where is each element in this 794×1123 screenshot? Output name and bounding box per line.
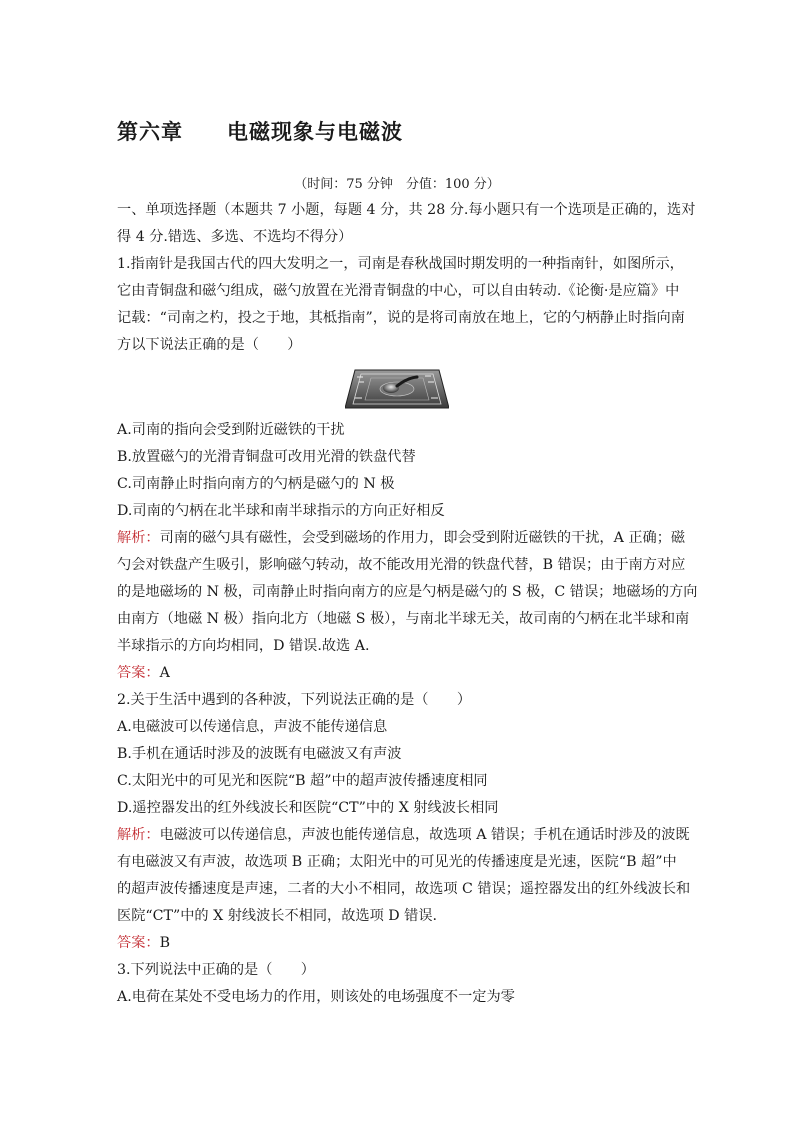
analysis-label: 解析：	[117, 530, 160, 546]
q1-analysis-text-1: 司南的磁勺具有磁性，会受到磁场的作用力，即会受到附近磁铁的干扰，A 正确；磁	[159, 530, 686, 546]
q1-analysis-line-3: 的是地磁场的 N 极，司南静止时指向南方的应是勺柄是磁勺的 S 极，C 错误；地磁场的方向	[117, 584, 698, 600]
q1-option-b: B.放置磁勺的光滑青铜盘可改用光滑的铁盘代替	[117, 449, 416, 465]
sinan-compass-image	[345, 368, 449, 410]
q2-option-c: C.太阳光中的可见光和医院“B 超”中的超声波传播速度相同	[117, 773, 488, 789]
section-heading-line-1: 一、单项选择题（本题共 7 小题，每题 4 分，共 28 分.每小题只有一个选项是正确的，选对	[117, 202, 696, 218]
q1-answer: A	[159, 665, 170, 681]
chapter-title: 第六章 电磁现象与电磁波	[117, 119, 403, 144]
q2-analysis-text-1: 电磁波可以传递信息，声波也能传递信息，故选项 A 错误；手机在通话时涉及的波既	[159, 827, 690, 843]
q2-analysis-line-3: 的超声波传播速度是声速，二者的大小不相同，故选项 C 错误；遥控器发出的红外线波长和	[117, 881, 691, 897]
answer-label: 答案：	[117, 665, 160, 681]
q1-stem-line-4: 方以下说法正确的是（ ）	[117, 337, 302, 353]
exam-info: （时间：75 分钟 分值：100 分）	[294, 177, 500, 192]
q1-option-d: D.司南的勺柄在北半球和南半球指示的方向正好相反	[117, 503, 445, 519]
q2-answer: B	[159, 935, 171, 951]
q1-analysis-line-5: 半球指示的方向均相同，D 错误.故选 A.	[117, 638, 370, 654]
q1-analysis-line-1	[117, 529, 685, 547]
q2-analysis-line-1	[117, 826, 690, 844]
q2-option-b: B.手机在通话时涉及的波既有电磁波又有声波	[117, 746, 402, 762]
q1-stem-line-3: 记载：“司南之杓，投之于地，其柢指南”，说的是将司南放在地上，它的勺柄静止时指向南	[117, 310, 685, 326]
q1-answer-line	[117, 664, 170, 682]
q1-stem-line-2: 它由青铜盘和磁勺组成，磁勺放置在光滑青铜盘的中心，可以自由转动.《论衡·是应篇》中	[117, 283, 680, 299]
q1-stem-line-1: 1.指南针是我国古代的四大发明之一，司南是春秋战国时期发明的一种指南针，如图所示，	[117, 256, 684, 272]
analysis-label: 解析：	[117, 827, 160, 843]
q2-stem: 2.关于生活中遇到的各种波，下列说法正确的是（ ）	[117, 692, 472, 708]
q2-answer-line	[117, 934, 170, 952]
answer-label: 答案：	[117, 935, 160, 951]
q2-analysis-line-4: 医院“CT”中的 X 射线波长不相同，故选项 D 错误.	[117, 908, 438, 924]
q3-stem: 3.下列说法中正确的是（ ）	[117, 962, 315, 978]
q1-option-a: A.司南的指向会受到附近磁铁的干扰	[117, 422, 345, 438]
q3-option-a: A.电荷在某处不受电场力的作用，则该处的电场强度不一定为零	[117, 989, 515, 1005]
q2-analysis-line-2: 有电磁波又有声波，故选项 B 正确；太阳光中的可见光的传播速度是光速，医院“B 超”中	[117, 854, 677, 870]
q1-analysis-line-4: 由南方（地磁 N 极）指向北方（地磁 S 极），与南北半球无关，故司南的勺柄在北半球和南	[117, 611, 690, 627]
q2-option-a: A.电磁波可以传递信息，声波不能传递信息	[117, 719, 388, 735]
section-heading-line-2: 得 4 分.错选、多选、不选均不得分）	[117, 229, 353, 245]
q1-analysis-line-2: 勺会对铁盘产生吸引，影响磁勺转动，故不能改用光滑的铁盘代替，B 错误；由于南方对应	[117, 557, 686, 573]
q2-option-d: D.遥控器发出的红外线波长和医院“CT”中的 X 射线波长相同	[117, 800, 499, 816]
q1-option-c: C.司南静止时指向南方的勺柄是磁勺的 N 极	[117, 476, 395, 492]
